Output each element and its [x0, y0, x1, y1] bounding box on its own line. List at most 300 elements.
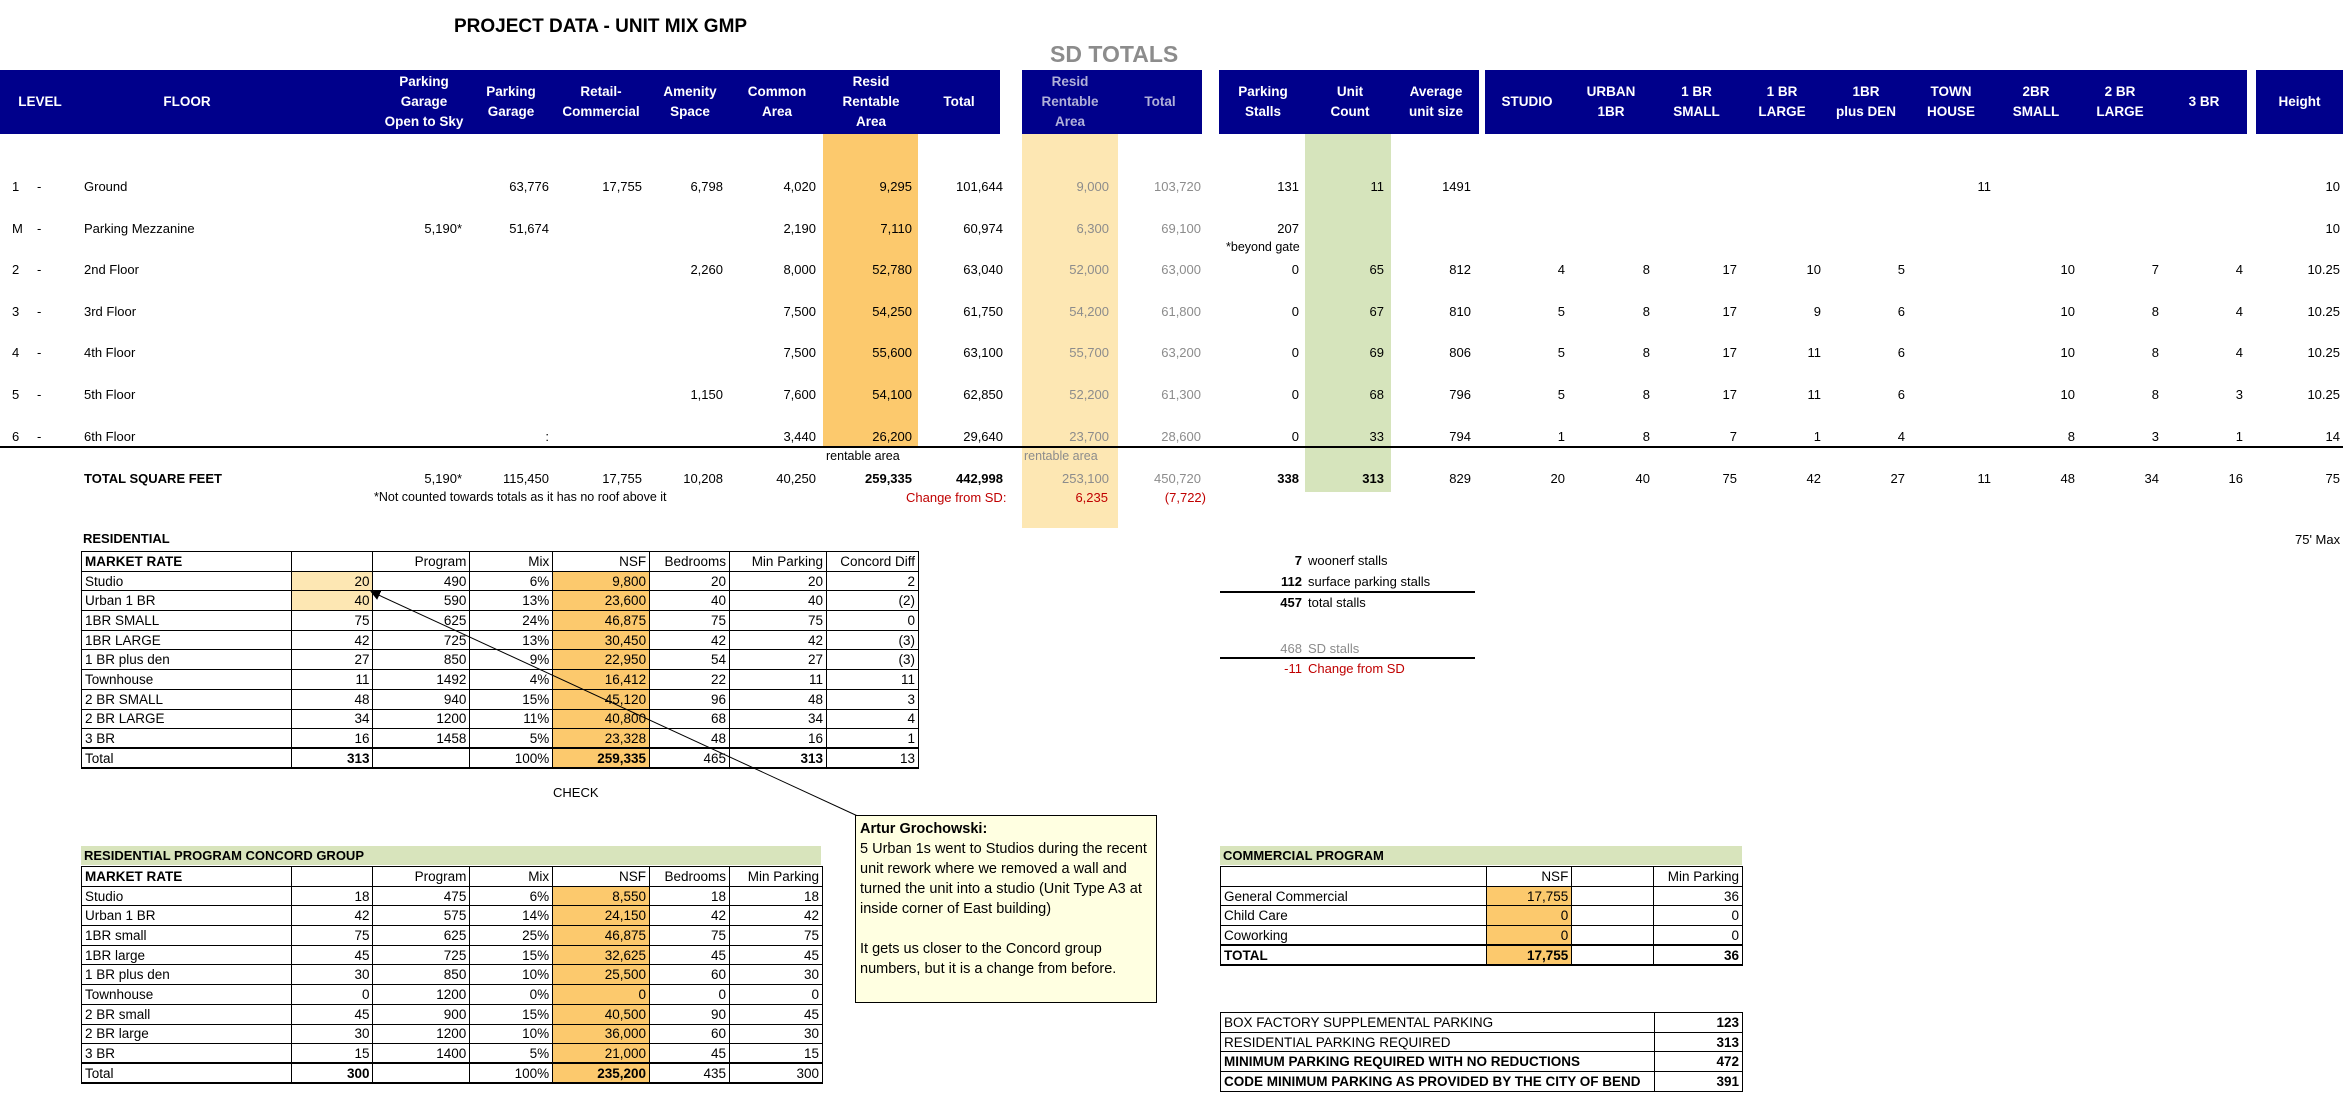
header-total: Total — [1144, 94, 1176, 109]
commercial-row-cell[interactable]: 0 — [1487, 926, 1572, 946]
residential-row-cell[interactable]: 590 — [373, 591, 470, 611]
residential-total-row-cell[interactable]: 100% — [470, 748, 553, 768]
concord-row-cell[interactable]: 75 — [650, 926, 730, 946]
residential-row-cell[interactable]: 46,875 — [553, 611, 650, 631]
concord-row-cell[interactable]: 30 — [291, 965, 373, 985]
concord-row-cell[interactable]: 14% — [470, 906, 553, 926]
header-resid-rentable-area: Resid Rentable Area — [842, 74, 900, 129]
residential-row-cell[interactable]: 42 — [730, 630, 827, 650]
concord-row-cell[interactable]: 625 — [373, 926, 470, 946]
header-retail-commercial: Retail- Commercial — [562, 84, 640, 119]
residential-row-cell[interactable]: 1 BR plus den — [82, 650, 292, 670]
row-1-floor: Parking Mezzanine — [84, 220, 195, 236]
concord-row-cell[interactable]: 30 — [730, 1024, 823, 1044]
totals-common: 40,250 — [776, 471, 816, 486]
commercial-total-row-cell[interactable] — [1572, 945, 1654, 965]
parking-required-label[interactable]: RESIDENTIAL PARKING REQUIRED — [1221, 1032, 1655, 1052]
row-6-br3: 1 — [2235, 428, 2243, 444]
concord-header-row-cell[interactable]: Mix — [470, 867, 553, 887]
row-6-common: 3,440 — [783, 428, 816, 444]
residential-row-cell[interactable]: 34 — [291, 709, 373, 729]
residential-row-cell[interactable]: 9,800 — [553, 571, 650, 591]
totals-units: 313 — [1362, 471, 1384, 486]
concord-row-cell[interactable]: 0 — [553, 985, 650, 1005]
residential-row-cell[interactable]: 11 — [730, 670, 827, 690]
residential-row-cell[interactable]: 48 — [291, 689, 373, 709]
row-6-br1s: 7 — [1729, 428, 1737, 444]
concord-row-cell[interactable]: 1200 — [373, 1024, 470, 1044]
concord-header-row-cell[interactable]: Bedrooms — [650, 867, 730, 887]
row-2-total: 63,040 — [963, 262, 1003, 278]
residential-row-cell[interactable]: 30,450 — [553, 630, 650, 650]
header-town-house: TOWN HOUSE — [1926, 84, 1975, 119]
residential-row-cell[interactable]: 4 — [826, 709, 918, 729]
residential-row-cell[interactable]: 1200 — [373, 709, 470, 729]
row-5-urban: 8 — [1642, 387, 1650, 402]
row-5-common: 7,600 — [783, 387, 816, 402]
residential-header-row-cell[interactable]: Min Parking — [730, 552, 827, 572]
residential-row-cell[interactable]: 24% — [470, 611, 553, 631]
row-3-avg: 810 — [1449, 303, 1471, 319]
concord-row-cell[interactable]: 25,500 — [553, 965, 650, 985]
residential-row-cell[interactable]: 1BR LARGE — [82, 630, 292, 650]
residential-row-cell[interactable]: 940 — [373, 689, 470, 709]
commercial-total-row-cell[interactable]: 36 — [1654, 945, 1743, 965]
row-4-avg: 806 — [1449, 345, 1471, 361]
row-4-br1l: 11 — [1807, 345, 1821, 361]
concord-row-cell[interactable]: 15% — [470, 1004, 553, 1024]
concord-row-cell[interactable]: 45 — [650, 1044, 730, 1064]
residential-row-cell[interactable]: 75 — [291, 611, 373, 631]
totals-label: TOTAL SQUARE FEET — [84, 471, 222, 486]
parking-required-label[interactable]: MINIMUM PARKING REQUIRED WITH NO REDUCTIONS — [1221, 1052, 1655, 1072]
concord-row-cell[interactable]: 10% — [470, 1024, 553, 1044]
concord-row-cell[interactable]: 32,625 — [553, 945, 650, 965]
concord-row-cell[interactable]: 15 — [291, 1044, 373, 1064]
row-0-units: 11 — [1370, 179, 1384, 194]
concord-row-cell[interactable]: 75 — [291, 926, 373, 946]
concord-header-row-cell[interactable]: NSF — [553, 867, 650, 887]
row-6-stalls: 0 — [1291, 428, 1299, 444]
row-5-sd-total: 61,300 — [1161, 387, 1201, 402]
residential-header-row-cell[interactable]: Program — [373, 552, 470, 572]
header-2-br-large: 2 BR LARGE — [2096, 84, 2144, 119]
row-6-sd-resid: 23,700 — [1069, 428, 1109, 444]
row-4-total: 63,100 — [963, 345, 1003, 361]
residential-row-cell[interactable]: 15% — [470, 689, 553, 709]
totals-total: 442,998 — [956, 471, 1003, 486]
concord-total-row-cell[interactable]: 300 — [291, 1063, 373, 1083]
residential-row-cell[interactable]: 11% — [470, 709, 553, 729]
row-1-total: 60,974 — [963, 220, 1003, 236]
concord-row-cell[interactable]: 8,550 — [553, 886, 650, 906]
residential-header-row-cell[interactable]: MARKET RATE — [82, 552, 292, 572]
residential-row-cell[interactable]: 40 — [291, 591, 373, 611]
row-2-studio: 4 — [1557, 262, 1565, 278]
row-6-studio: 1 — [1557, 428, 1565, 444]
residential-row-cell[interactable]: 40,800 — [553, 709, 650, 729]
residential-row-cell[interactable]: 0 — [826, 611, 918, 631]
commercial-header-row-cell[interactable]: Min Parking — [1654, 867, 1743, 887]
header-parking-garage: Parking Garage — [486, 84, 536, 119]
concord-row-cell[interactable]: 42 — [291, 906, 373, 926]
concord-row-cell[interactable]: 75 — [730, 926, 823, 946]
concord-row-cell[interactable]: 15 — [730, 1044, 823, 1064]
concord-row-cell[interactable]: 21,000 — [553, 1044, 650, 1064]
residential-row-cell[interactable]: 20 — [291, 571, 373, 591]
concord-row-cell[interactable]: 5% — [470, 1044, 553, 1064]
parking-required-value[interactable]: 391 — [1654, 1072, 1742, 1092]
row-4-resid: 55,600 — [872, 345, 912, 361]
change-from-sd-label: Change from SD: — [906, 490, 1007, 505]
concord-row-cell[interactable]: 10% — [470, 965, 553, 985]
residential-row-cell[interactable]: 6% — [470, 571, 553, 591]
concord-row-cell[interactable]: 18 — [730, 886, 823, 906]
header-unit-count: Unit Count — [1330, 84, 1370, 119]
parking-required-value[interactable]: 123 — [1654, 1013, 1742, 1033]
residential-row-cell[interactable]: 40 — [730, 591, 827, 611]
concord-row-cell[interactable]: 1 BR plus den — [82, 965, 292, 985]
residential-row-cell[interactable]: 22 — [650, 670, 730, 690]
concord-row-cell[interactable]: Townhouse — [82, 985, 292, 1005]
residential-row-cell[interactable]: Townhouse — [82, 670, 292, 690]
commercial-row-cell[interactable] — [1572, 926, 1654, 946]
residential-row-cell[interactable]: 1458 — [373, 729, 470, 749]
concord-row-cell[interactable]: 0 — [291, 985, 373, 1005]
concord-row-cell[interactable]: 18 — [291, 886, 373, 906]
residential-row-cell[interactable]: 34 — [730, 709, 827, 729]
row-6-avg: 794 — [1449, 428, 1471, 444]
sd-totals-title: SD TOTALS — [1050, 41, 1179, 67]
row-3-sd-resid: 54,200 — [1069, 303, 1109, 319]
commercial-row-cell[interactable] — [1572, 886, 1654, 906]
concord-row-cell[interactable]: 45 — [730, 945, 823, 965]
residential-row-cell[interactable]: 27 — [730, 650, 827, 670]
concord-row-cell[interactable]: 1BR small — [82, 926, 292, 946]
concord-row-cell[interactable]: 1400 — [373, 1044, 470, 1064]
residential-header-row-cell[interactable]: Concord Diff — [826, 552, 918, 572]
concord-row-cell[interactable]: 60 — [650, 1024, 730, 1044]
concord-row-cell[interactable]: 42 — [730, 906, 823, 926]
concord-row-cell[interactable]: 15% — [470, 945, 553, 965]
concord-row-cell[interactable]: 0% — [470, 985, 553, 1005]
commercial-row-cell[interactable]: 17,755 — [1487, 886, 1572, 906]
row-3-br1d: 6 — [1897, 303, 1905, 319]
totals-resid: 259,335 — [865, 471, 912, 486]
header-1-br-small: 1 BR SMALL — [1673, 84, 1720, 119]
row-4-urban: 8 — [1642, 345, 1650, 361]
concord-header-row-cell[interactable]: Min Parking — [730, 867, 823, 887]
residential-row-cell[interactable]: 9% — [470, 650, 553, 670]
residential-row-cell[interactable]: 75 — [730, 611, 827, 631]
concord-section-title: RESIDENTIAL PROGRAM CONCORD GROUP — [84, 848, 364, 863]
residential-row-cell[interactable]: 850 — [373, 650, 470, 670]
concord-row-cell[interactable]: 575 — [373, 906, 470, 926]
residential-row-cell[interactable]: (2) — [826, 591, 918, 611]
residential-row-cell[interactable]: 42 — [291, 630, 373, 650]
residential-row-cell[interactable]: 96 — [650, 689, 730, 709]
commercial-header-row-cell[interactable] — [1572, 867, 1654, 887]
concord-header-row-cell[interactable]: Program — [373, 867, 470, 887]
row-2-br3: 4 — [2235, 262, 2243, 278]
row-0-sd-total: 103,720 — [1154, 179, 1201, 194]
residential-row-cell[interactable]: 45,120 — [553, 689, 650, 709]
header-common-area: Common Area — [747, 84, 807, 119]
page-title: PROJECT DATA - UNIT MIX GMP — [454, 16, 748, 37]
concord-row-cell[interactable]: 18 — [650, 886, 730, 906]
totals-br2s: 48 — [2060, 471, 2075, 486]
residential-row-cell[interactable]: 42 — [650, 630, 730, 650]
stalls-value: 7 — [1294, 553, 1302, 568]
concord-row-cell[interactable]: 30 — [730, 965, 823, 985]
residential-total-row-cell[interactable]: 313 — [291, 748, 373, 768]
residential-row-cell[interactable]: Urban 1 BR — [82, 591, 292, 611]
concord-total-row-cell[interactable]: 235,200 — [553, 1063, 650, 1083]
totals-avg: 829 — [1449, 471, 1471, 486]
row-1-sd-total: 69,100 — [1161, 220, 1201, 236]
row-0-common: 4,020 — [783, 179, 816, 194]
parking-required-value[interactable]: 313 — [1654, 1032, 1742, 1052]
residential-total-row-cell[interactable]: 259,335 — [553, 748, 650, 768]
residential-row-cell[interactable]: 2 BR LARGE — [82, 709, 292, 729]
residential-row-cell[interactable]: 3 BR — [82, 729, 292, 749]
row-2-resid: 52,780 — [872, 262, 912, 278]
row-0-resid: 9,295 — [879, 179, 912, 194]
change-from-sd-resid: 6,235 — [1075, 490, 1108, 505]
concord-row-cell[interactable]: Studio — [82, 886, 292, 906]
row-6-sd-total: 28,600 — [1161, 428, 1201, 444]
concord-row-cell[interactable]: 42 — [650, 906, 730, 926]
parking-required-table — [1220, 1012, 1743, 1092]
row-4-level: 4 — [12, 345, 20, 361]
row-0-town: 11 — [1977, 179, 1991, 194]
header-2br-small: 2BR SMALL — [2012, 84, 2060, 119]
row-4-common: 7,500 — [783, 345, 816, 361]
residential-row-cell[interactable]: 16 — [291, 729, 373, 749]
residential-row-cell[interactable]: 490 — [373, 571, 470, 591]
residential-total-row-cell[interactable]: 465 — [650, 748, 730, 768]
row-2-level: 2 — [12, 262, 20, 278]
commercial-row-cell[interactable]: 0 — [1654, 926, 1743, 946]
residential-total-row-cell[interactable]: 13 — [826, 748, 918, 768]
row-2-sd-total: 63,000 — [1161, 262, 1201, 278]
row-5-amenity: 1,150 — [690, 387, 723, 402]
concord-row-cell[interactable]: 1BR large — [82, 945, 292, 965]
parking-required-value[interactable]: 472 — [1654, 1052, 1742, 1072]
header-urban-1br: URBAN 1BR — [1586, 84, 1636, 119]
residential-row-cell[interactable]: 27 — [291, 650, 373, 670]
residential-row-cell[interactable]: 20 — [730, 571, 827, 591]
parking-required-label[interactable]: CODE MINIMUM PARKING AS PROVIDED BY THE CITY OF BEND — [1221, 1072, 1655, 1092]
concord-total-row-cell[interactable]: 100% — [470, 1063, 553, 1083]
commercial-row-cell[interactable]: General Commercial — [1221, 886, 1487, 906]
residential-row-cell[interactable]: 40 — [650, 591, 730, 611]
residential-header-row-cell[interactable]: Mix — [470, 552, 553, 572]
concord-row-cell[interactable]: 1200 — [373, 985, 470, 1005]
row-0-dash: - — [37, 179, 42, 194]
rentable-area-label: rentable area — [826, 449, 900, 463]
residential-row-cell[interactable]: 11 — [826, 670, 918, 690]
residential-row-cell[interactable]: 2 — [826, 571, 918, 591]
residential-row-cell[interactable]: 725 — [373, 630, 470, 650]
row-0-amenity: 6,798 — [690, 179, 723, 194]
residential-header-row-cell[interactable]: Bedrooms — [650, 552, 730, 572]
residential-row-cell[interactable]: 48 — [730, 689, 827, 709]
residential-row-cell[interactable]: (3) — [826, 630, 918, 650]
concord-row-cell[interactable]: 45 — [650, 945, 730, 965]
row-0-sd-resid: 9,000 — [1076, 179, 1109, 194]
row-1-resid: 7,110 — [880, 220, 912, 236]
concord-total-row-cell[interactable]: 435 — [650, 1063, 730, 1083]
row-6-garage: : — [545, 428, 549, 444]
commercial-row — [1221, 926, 1743, 946]
concord-row-cell[interactable]: 3 BR — [82, 1044, 292, 1064]
row-1-dash: - — [37, 220, 42, 236]
row-5-dash: - — [37, 387, 42, 402]
concord-row-cell[interactable]: 46,875 — [553, 926, 650, 946]
residential-row-cell[interactable]: 13% — [470, 591, 553, 611]
residential-row-cell[interactable]: 16 — [730, 729, 827, 749]
concord-row-cell[interactable]: 45 — [291, 1004, 373, 1024]
residential-row-cell[interactable]: 48 — [650, 729, 730, 749]
commercial-header-row-cell[interactable]: NSF — [1487, 867, 1572, 887]
concord-row-cell[interactable]: 900 — [373, 1004, 470, 1024]
residential-row-cell[interactable]: 68 — [650, 709, 730, 729]
concord-row-cell[interactable]: 725 — [373, 945, 470, 965]
residential-row-cell[interactable]: 54 — [650, 650, 730, 670]
row-1-level: M — [12, 220, 23, 236]
commercial-total-row — [1221, 945, 1743, 965]
concord-row-cell[interactable]: 0 — [730, 985, 823, 1005]
row-3-sd-total: 61,800 — [1161, 303, 1201, 319]
totals-sd-resid: 253,100 — [1062, 471, 1109, 486]
concord-total-row-cell[interactable]: 300 — [730, 1063, 823, 1083]
row-6-height: 14 — [2325, 428, 2340, 444]
concord-row-cell[interactable]: 475 — [373, 886, 470, 906]
commercial-row-cell[interactable]: Coworking — [1221, 926, 1487, 946]
totals-retail: 17,755 — [602, 471, 642, 486]
residential-row-cell[interactable]: 11 — [291, 670, 373, 690]
row-4-sd-total: 63,200 — [1161, 345, 1201, 361]
residential-row-cell[interactable]: 13% — [470, 630, 553, 650]
residential-row-cell[interactable]: 4% — [470, 670, 553, 690]
row-0-level: 1 — [12, 179, 20, 194]
row-5-resid: 54,100 — [872, 387, 912, 402]
row-3-height: 10.25 — [2307, 303, 2340, 319]
commercial-section-title: COMMERCIAL PROGRAM — [1223, 848, 1384, 863]
commercial-row-cell[interactable]: Child Care — [1221, 906, 1487, 926]
header-amenity-space: Amenity Space — [663, 84, 717, 119]
residential-row-cell[interactable]: 1492 — [373, 670, 470, 690]
concord-row-cell[interactable]: 30 — [291, 1024, 373, 1044]
residential-row-cell[interactable]: 20 — [650, 571, 730, 591]
row-0-avg: 1491 — [1442, 179, 1471, 194]
footnote: *Not counted towards totals as it has no roof above it — [374, 490, 667, 504]
sd-stalls-value: 468 — [1280, 641, 1302, 656]
concord-row-cell[interactable]: 25% — [470, 926, 553, 946]
residential-row-cell[interactable]: 3 — [826, 689, 918, 709]
concord-row-cell[interactable]: 90 — [650, 1004, 730, 1024]
concord-row-cell[interactable]: 45 — [291, 945, 373, 965]
residential-row-cell[interactable]: 75 — [650, 611, 730, 631]
row-5-br2s: 10 — [2060, 387, 2075, 402]
row-6-urban: 8 — [1642, 428, 1650, 444]
residential-row-cell[interactable]: 1BR SMALL — [82, 611, 292, 631]
residential-row-cell[interactable]: 625 — [373, 611, 470, 631]
commercial-total-row-cell[interactable]: TOTAL — [1221, 945, 1487, 965]
change-from-sd-total: (7,722) — [1164, 490, 1206, 505]
row-3-stalls: 0 — [1291, 303, 1299, 319]
concord-row-cell[interactable]: 60 — [650, 965, 730, 985]
concord-header-row-cell[interactable]: MARKET RATE — [82, 867, 292, 887]
row-0-total: 101,644 — [956, 179, 1003, 194]
totals-stalls: 338 — [1277, 471, 1299, 486]
concord-row-cell[interactable]: 36,000 — [553, 1024, 650, 1044]
row-6-level: 6 — [12, 428, 20, 444]
row-5-sd-resid: 52,200 — [1069, 387, 1109, 402]
comment-text: 5 Urban 1s went to Studios during the recent unit rework where we removed a wall and turned the unit into a studio (Unit Type A3 at inside corner of East building) It gets us closer to the Concord group numbers, but it is a change from before. — [860, 841, 1147, 977]
row-5-stalls: 0 — [1291, 387, 1299, 402]
residential-header-row-cell[interactable]: NSF — [553, 552, 650, 572]
residential-row-cell[interactable]: Studio — [82, 571, 292, 591]
residential-total-row-cell[interactable]: 313 — [730, 748, 827, 768]
residential-row-cell[interactable]: 22,950 — [553, 650, 650, 670]
row-0-retail: 17,755 — [602, 179, 642, 194]
totals-studio: 20 — [1550, 471, 1565, 486]
concord-row-cell[interactable]: 2 BR small — [82, 1004, 292, 1024]
residential-row-cell[interactable]: 16,412 — [553, 670, 650, 690]
row-2-dash: - — [37, 262, 42, 278]
header-average-unit-size: Average unit size — [1408, 84, 1463, 119]
residential-row-cell[interactable]: 23,328 — [553, 729, 650, 749]
residential-row-cell[interactable]: 2 BR SMALL — [82, 689, 292, 709]
row-4-floor: 4th Floor — [84, 345, 136, 361]
residential-total-row-cell[interactable]: Total — [82, 748, 292, 768]
commercial-row-cell[interactable]: 36 — [1654, 886, 1743, 906]
concord-row-cell[interactable]: Urban 1 BR — [82, 906, 292, 926]
commercial-row-cell[interactable] — [1572, 906, 1654, 926]
concord-total-row-cell[interactable]: Total — [82, 1063, 292, 1083]
residential-row-cell[interactable]: 1 — [826, 729, 918, 749]
concord-row-cell[interactable]: 24,150 — [553, 906, 650, 926]
commercial-total-row-cell[interactable]: 17,755 — [1487, 945, 1572, 965]
row-5-br2l: 8 — [2151, 387, 2159, 402]
concord-row-cell[interactable]: 850 — [373, 965, 470, 985]
row-4-stalls: 0 — [1291, 345, 1299, 361]
totals-br1l: 42 — [1806, 471, 1821, 486]
residential-row-cell[interactable]: 5% — [470, 729, 553, 749]
commercial-header-row-cell[interactable] — [1221, 867, 1487, 887]
concord-row-cell[interactable]: 45 — [730, 1004, 823, 1024]
commercial-row-cell[interactable]: 0 — [1654, 906, 1743, 926]
row-5-br3: 3 — [2235, 387, 2243, 402]
parking-required-row — [1221, 1013, 1743, 1033]
row-5-level: 5 — [12, 387, 20, 402]
residential-row-cell[interactable]: (3) — [826, 650, 918, 670]
concord-row-cell[interactable]: 6% — [470, 886, 553, 906]
beyond-gate-note: *beyond gate — [1226, 240, 1300, 254]
concord-row-cell[interactable]: 2 BR large — [82, 1024, 292, 1044]
commercial-row-cell[interactable]: 0 — [1487, 906, 1572, 926]
parking-required-label[interactable]: BOX FACTORY SUPPLEMENTAL PARKING — [1221, 1013, 1655, 1033]
comment-author: Artur Grochowski: — [860, 821, 988, 837]
concord-row-cell[interactable]: 40,500 — [553, 1004, 650, 1024]
row-3-urban: 8 — [1642, 303, 1650, 319]
row-5-total: 62,850 — [963, 387, 1003, 402]
cell-comment[interactable] — [855, 815, 1157, 1003]
residential-row-cell[interactable]: 23,600 — [553, 591, 650, 611]
concord-row-cell[interactable]: 0 — [650, 985, 730, 1005]
